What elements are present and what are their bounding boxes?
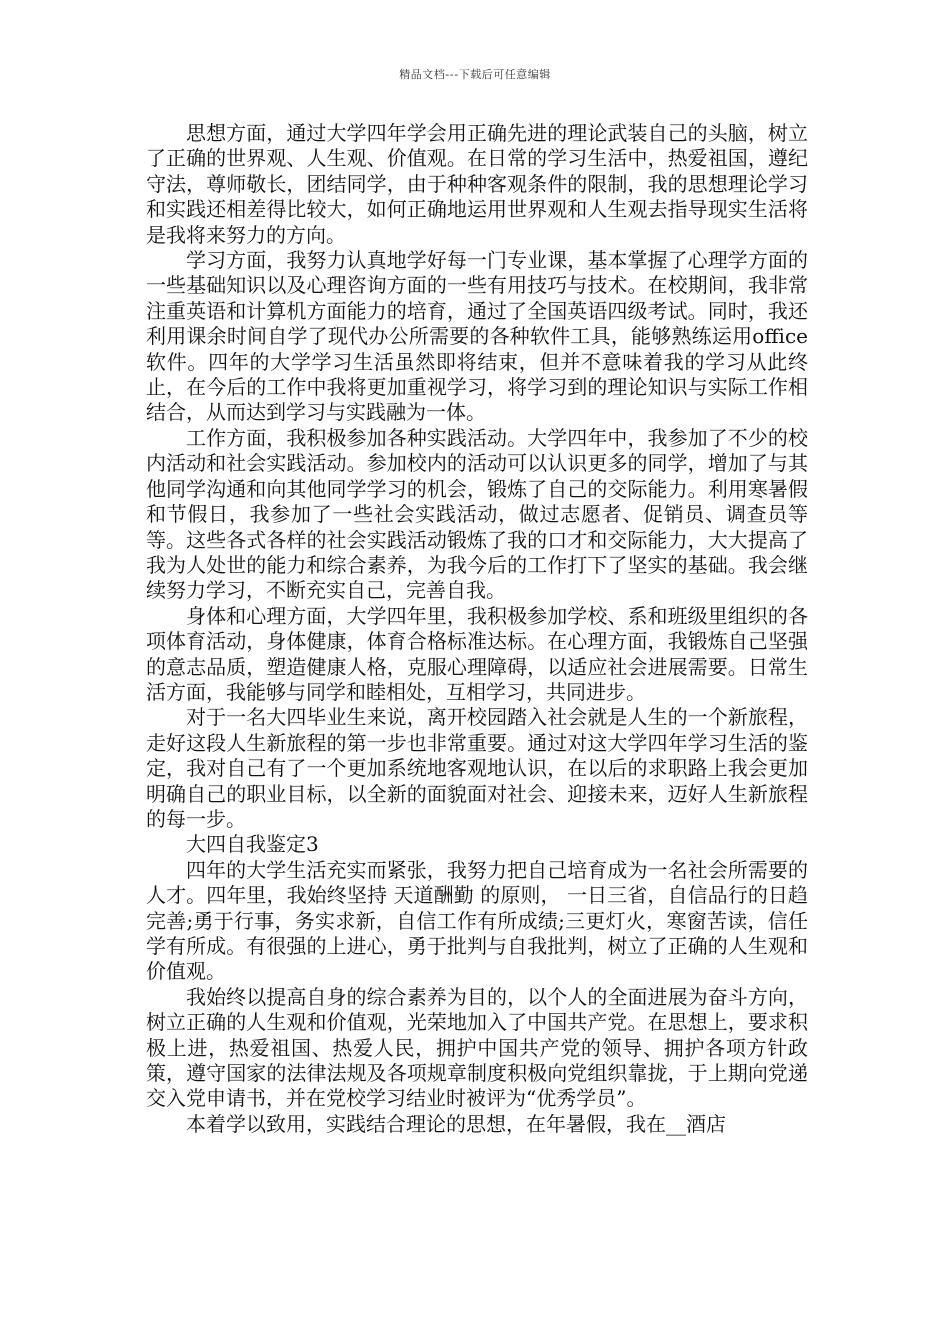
paragraph-work: 工作方面，我积极参加各种实践活动。大学四年中，我参加了不少的校内活动和社会实践活动。参加校内的活动可以认识更多的同学，增加了与其他同学沟通和向其他同学学习的机会，锻炼了自己的交际能力。利用寒暑假和节假日，我参加了一些社会实践活动，做过志愿者、促销员、调查员等等。这些各式各样的社会实践活动锻炼了我的口才和交际能力，大大提高了我为人处世的能力和综合素养，为我今后的工作打下了坚实的基础。我会继续努力学习，不断充实自己，完善自我。 (146, 425, 808, 603)
paragraph-thought: 思想方面，通过大学四年学会用正确先进的理论武装自己的头脑，树立了正确的世界观、人生观、价值观。在日常的学习生活中，热爱祖国，遵纪守法，尊师敬长，团结同学，由于种种客观条件的限制，我的思想理论学习和实践还相差得比较大，如何正确地运用世界观和人生观去指导现实生活将是我将来努力的方向。 (146, 121, 808, 247)
paragraph-party: 我始终以提高自身的综合素养为目的，以个人的全面进展为奋斗方向，树立正确的人生观和价值观，光荣地加入了中国共产党。在思想上，要求积极上进，热爱祖国、热爱人民，拥护中国共产党的领导、拥护各项方针政策，遵守国家的法律法规及各项规章制度积极向党组织靠拢，于上期向党递交入党申请书，并在党校学习结业时被评为“优秀学员”。 (146, 984, 808, 1111)
paragraph-four-years: 四年的大学生活充实而紧张，我努力把自己培育成为一名社会所需要的人才。四年里，我始终坚持 天道酬勤 的原则， 一日三省，自信品行的日趋完善;勇于行事，务实求新，自信工作有所成绩;三更灯火，寒窗苦读，信任学有所成。有很强的上进心，勇于批判与自我批判，树立了正确的人生观和价值观。 (146, 857, 808, 984)
section-heading: 大四自我鉴定3 (186, 832, 319, 857)
paragraph-summary: 对于一名大四毕业生来说，离开校园踏入社会就是人生的一个新旅程，走好这段人生新旅程的第一步也非常重要。通过对这大学四年学习生活的鉴定，我对自己有了一个更加系统地客观地认识，在以后的求职路上我会更加明确自己的职业目标，以全新的面貌面对社会、迎接未来，迈好人生新旅程的每一步。 (146, 705, 808, 831)
paragraph-practice: 本着学以致用，实践结合理论的思想，在年暑假，我在__酒店 (186, 1111, 726, 1136)
page-header: 精品文档---下载后可任意编辑 (399, 68, 551, 81)
document-body (146, 121, 808, 1137)
paragraph-health: 身体和心理方面，大学四年里，我积极参加学校、系和班级里组织的各项体育活动，身体健康，体育合格标准达标。在心理方面，我锻炼自己坚强的意志品质，塑造健康人格，克服心理障碍，以适应社会进展需要。日常生活方面，我能够与同学和睦相处，互相学习，共同进步。 (146, 603, 808, 704)
paragraph-study: 学习方面，我努力认真地学好每一门专业课，基本掌握了心理学方面的一些基础知识以及心理咨询方面的一些有用技巧与技术。在校期间，我非常注重英语和计算机方面能力的培育，通过了全国英语四级考试。同时，我还利用课余时间自学了现代办公所需要的各种软件工具，能够熟练运用office软件。四年的大学学习生活虽然即将结束，但并不意味着我的学习从此终止，在今后的工作中我将更加重视学习，将学习到的理论知识与实际工作相结合，从而达到学习与实践融为一体。 (146, 248, 808, 425)
